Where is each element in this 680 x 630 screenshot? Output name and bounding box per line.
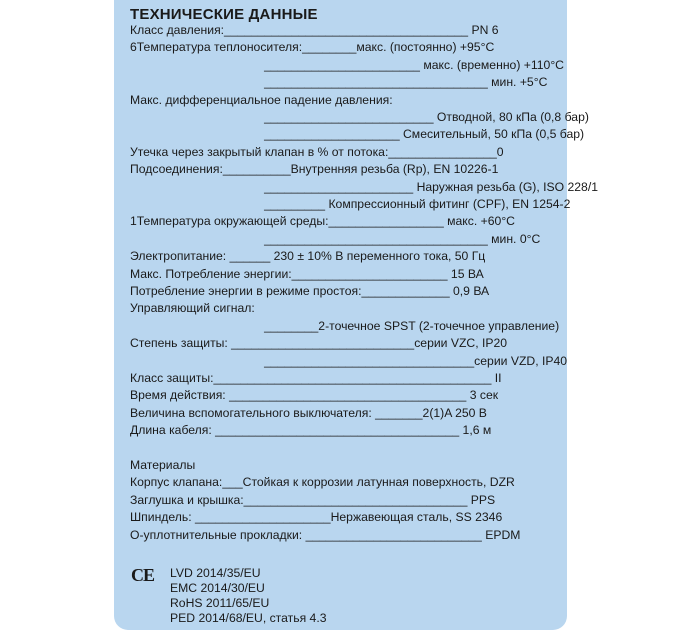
- spec-line: [130, 440, 546, 457]
- cert-line: LVD 2014/35/EU: [170, 566, 261, 580]
- spec-line: _________ Компрессионный фитинг (CPF), EN 1254-2: [130, 197, 571, 211]
- spec-line: Макс. дифференциальное падение давления:: [130, 93, 393, 107]
- spec-line: Заглушка и крышка:_________________________________ PPS: [130, 493, 496, 507]
- cert-line: PED 2014/68/EU, статья 4.3: [170, 611, 327, 625]
- spec-line: Время действия: ___________________________________ 3 сек: [130, 388, 499, 402]
- spec-line: _________________________ Отводной, 80 кПа (0,8 бар): [130, 110, 589, 124]
- cert-line: RoHS 2011/65/EU: [170, 596, 270, 610]
- spec-line: О-уплотнительные прокладки: __________________________ EPDM: [130, 528, 521, 542]
- spec-line: ____________________ Смесительный, 50 кПа (0,5 бар): [130, 127, 585, 141]
- spec-line: Макс. Потребление энергии:_______________________ 15 ВА: [130, 267, 484, 281]
- spec-line: _______________________ макс. (временно) +110°C: [130, 58, 564, 72]
- page-title: ТЕХНИЧЕСКИЕ ДАННЫЕ: [130, 6, 318, 23]
- spec-line: Корпус клапана:___Стойкая к коррозии латунная поверхность, DZR: [130, 475, 515, 489]
- spec-line: _________________________________ мин. +5°C: [130, 75, 548, 89]
- spec-line: Электропитание: ______ 230 ± 10% В переменного тока, 50 Гц: [130, 249, 486, 263]
- spec-line: Длина кабеля: ____________________________________ 1,6 м: [130, 423, 492, 437]
- ce-mark-icon: CE: [131, 565, 155, 585]
- spec-line: ______________________ Наружная резьба (G), ISO 228/1: [130, 180, 599, 194]
- spec-line: Класс давления:____________________________________ PN 6: [130, 23, 499, 37]
- spec-line: Величина вспомогательного выключателя: _______2(1)A 250 В: [130, 406, 487, 420]
- spec-line: _______________________________серии VZD, IP40: [130, 354, 568, 368]
- spec-line: 6Температура теплоносителя:________макс. (постоянно) +95°C: [130, 40, 495, 54]
- spec-line: Управляющий сигнал:: [130, 301, 255, 315]
- spec-line: Шпиндель: ____________________Нержавеющая сталь, SS 2346: [130, 510, 503, 524]
- spec-line: 1Температура окружающей среды:_________________ макс. +60°C: [130, 214, 515, 228]
- spec-line: Утечка через закрытый клапан в % от потока:________________0: [130, 145, 504, 159]
- spec-line: Подсоединения:__________Внутренняя резьба (Rp), EN 10226-1: [130, 162, 499, 176]
- cert-line: EMC 2014/30/EU: [170, 581, 265, 595]
- spec-line: Степень защиты: ___________________________серии VZC, IP20: [130, 336, 508, 350]
- spec-line: Класс защиты:_________________________________________ II: [130, 371, 502, 385]
- spec-line: ________2-точечное SPST (2-точечное управление): [130, 319, 560, 333]
- spec-line: Потребление энергии в режиме простоя:_____________ 0,9 ВА: [130, 284, 490, 298]
- spec-line: Материалы: [130, 458, 196, 472]
- spec-line: _________________________________ мин. 0°C: [130, 232, 541, 246]
